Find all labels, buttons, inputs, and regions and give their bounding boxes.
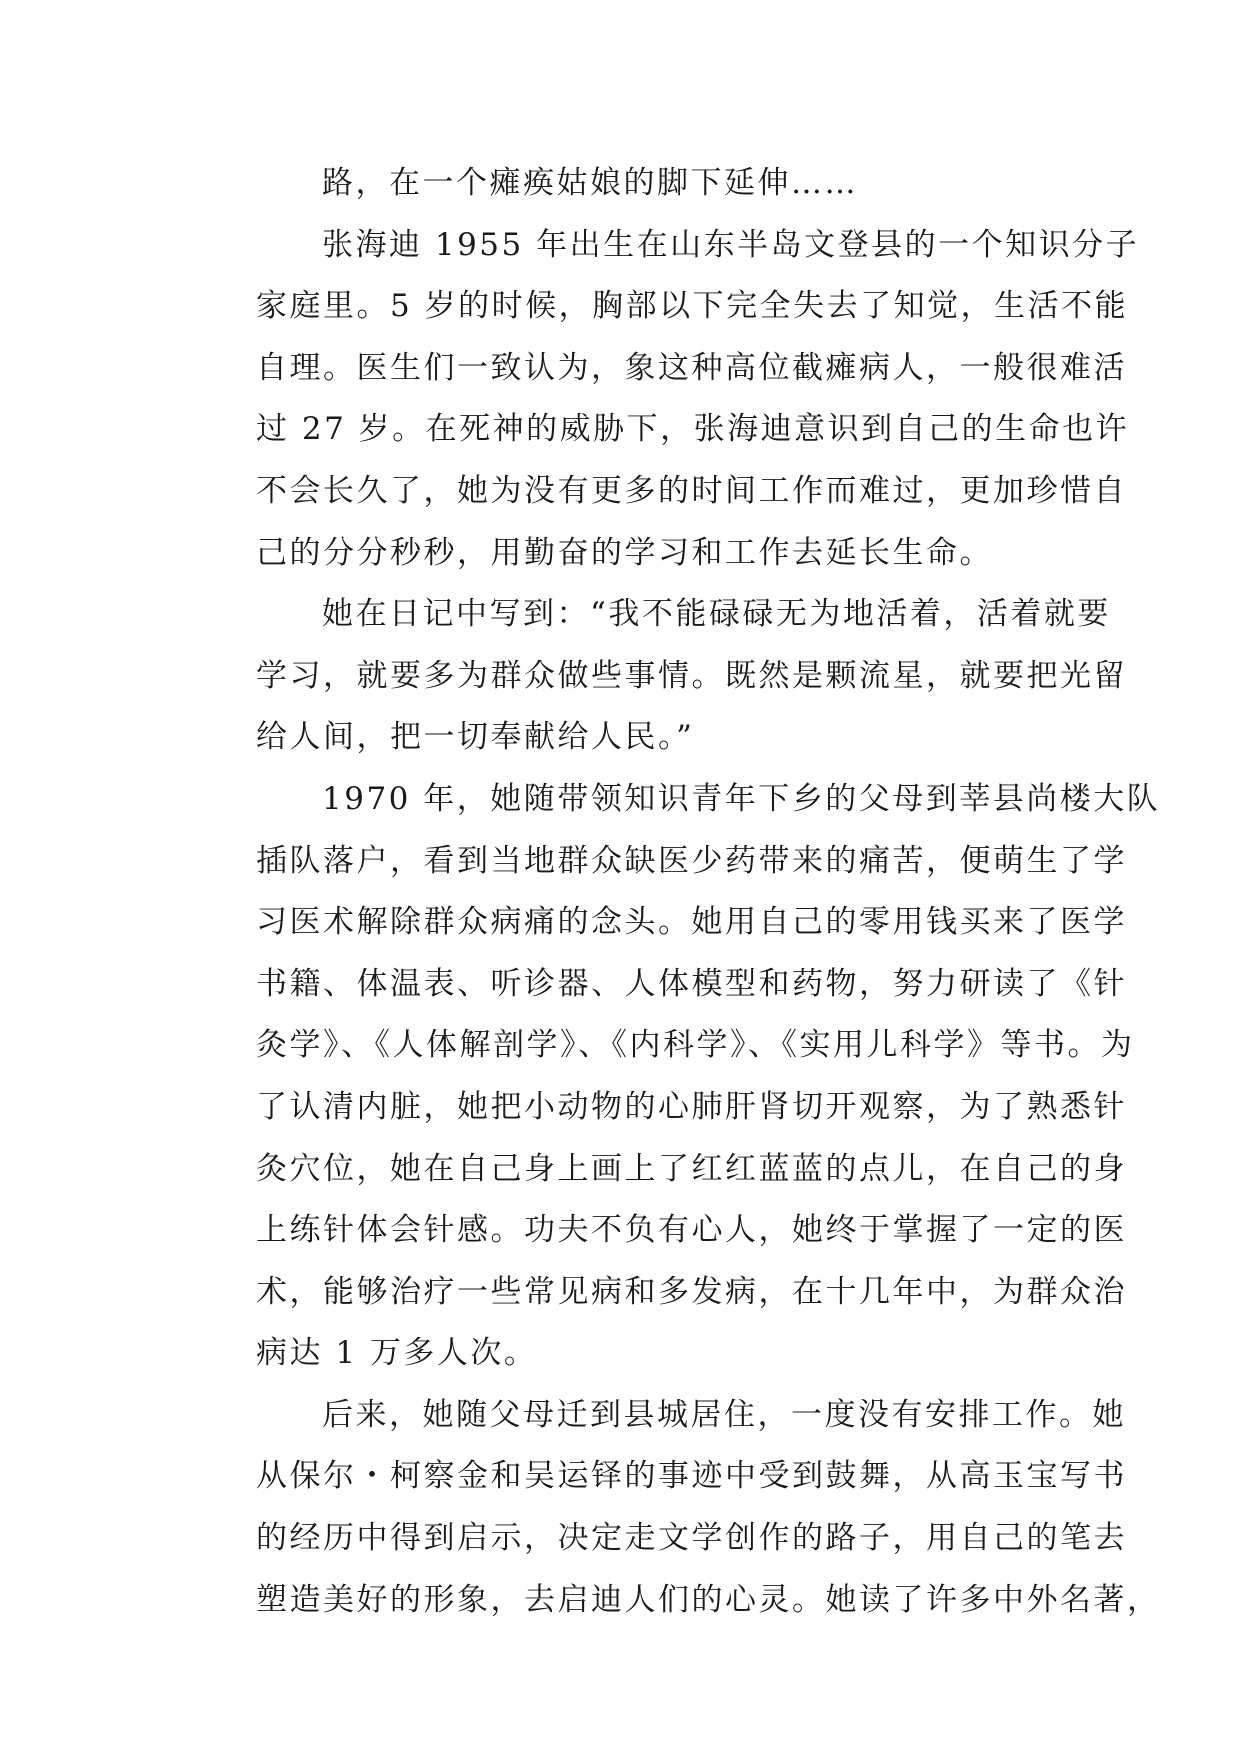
text-line: 上练针体会针感。功夫不负有心人，她终于掌握了一定的医 bbox=[256, 1212, 1127, 1249]
body-text bbox=[190, 153, 1161, 1631]
text-line: 后来，她随父母迁到县城居住，一度没有安排工作。她 bbox=[322, 1396, 1126, 1433]
text-line: 路，在一个瘫痪姑娘的脚下延伸…… bbox=[322, 165, 858, 201]
paragraph bbox=[190, 769, 1161, 1385]
text-line: 家庭里。5 岁的时候，胸部以下完全失去了知觉，生活不能 bbox=[256, 288, 1129, 325]
text-line: 的经历中得到启示，决定走文学创作的路子，用自己的笔去 bbox=[256, 1520, 1127, 1557]
text-line: 灸学》、《人体解剖学》、《内科学》、《实用儿科学》等书。为 bbox=[256, 1027, 1135, 1064]
paragraph bbox=[190, 215, 1140, 585]
text-line: 自理。医生们一致认为，象这种高位截瘫病人，一般很难活 bbox=[256, 349, 1127, 386]
text-line: 病达 1 万多人次。 bbox=[256, 1335, 538, 1372]
text-line: 过 27 岁。在死神的威胁下，张海迪意识到自己的生命也许 bbox=[256, 411, 1130, 448]
text-line: 她在日记中写到：“我不能碌碌无为地活着，活着就要 bbox=[322, 596, 1111, 633]
paragraph bbox=[190, 584, 1127, 769]
text-line: 塑造美好的形象，去启迪人们的心灵。她读了许多中外名著， bbox=[256, 1581, 1161, 1618]
text-line: 插队落户，看到当地群众缺医少药带来的痛苦，便萌生了学 bbox=[256, 842, 1127, 879]
text-line: 不会长久了，她为没有更多的时间工作而难过，更加珍惜自 bbox=[256, 472, 1127, 509]
text-line: 灸穴位，她在自己身上画上了红红蓝蓝的点儿，在自己的身 bbox=[256, 1150, 1127, 1187]
text-line: 1970 年，她随带领知识青年下乡的父母到莘县尚楼大队 bbox=[322, 780, 1161, 817]
paragraph bbox=[190, 153, 1050, 215]
text-line: 习医术解除群众病痛的念头。她用自己的零用钱买来了医学 bbox=[256, 904, 1127, 941]
text-line: 张海迪 1955 年出生在山东半岛文登县的一个知识分子 bbox=[322, 226, 1140, 263]
text-line: 书籍、体温表、听诊器、人体模型和药物，努力研读了《针 bbox=[256, 965, 1127, 1002]
text-line: 了认清内脏，她把小动物的心肺肝肾切开观察，为了熟悉针 bbox=[256, 1088, 1127, 1125]
paragraph bbox=[190, 1385, 1161, 1631]
text-line: 己的分分秒秒，用勤奋的学习和工作去延长生命。 bbox=[256, 534, 993, 571]
text-line: 学习，就要多为群众做些事情。既然是颗流星，就要把光留 bbox=[256, 657, 1127, 694]
text-line: 给人间，把一切奉献给人民。” bbox=[256, 719, 695, 756]
text-line: 术，能够治疗一些常见病和多发病，在十几年中，为群众治 bbox=[256, 1273, 1127, 1310]
text-line: 从保尔・柯察金和吴运铎的事迹中受到鼓舞，从高玉宝写书 bbox=[256, 1458, 1127, 1495]
